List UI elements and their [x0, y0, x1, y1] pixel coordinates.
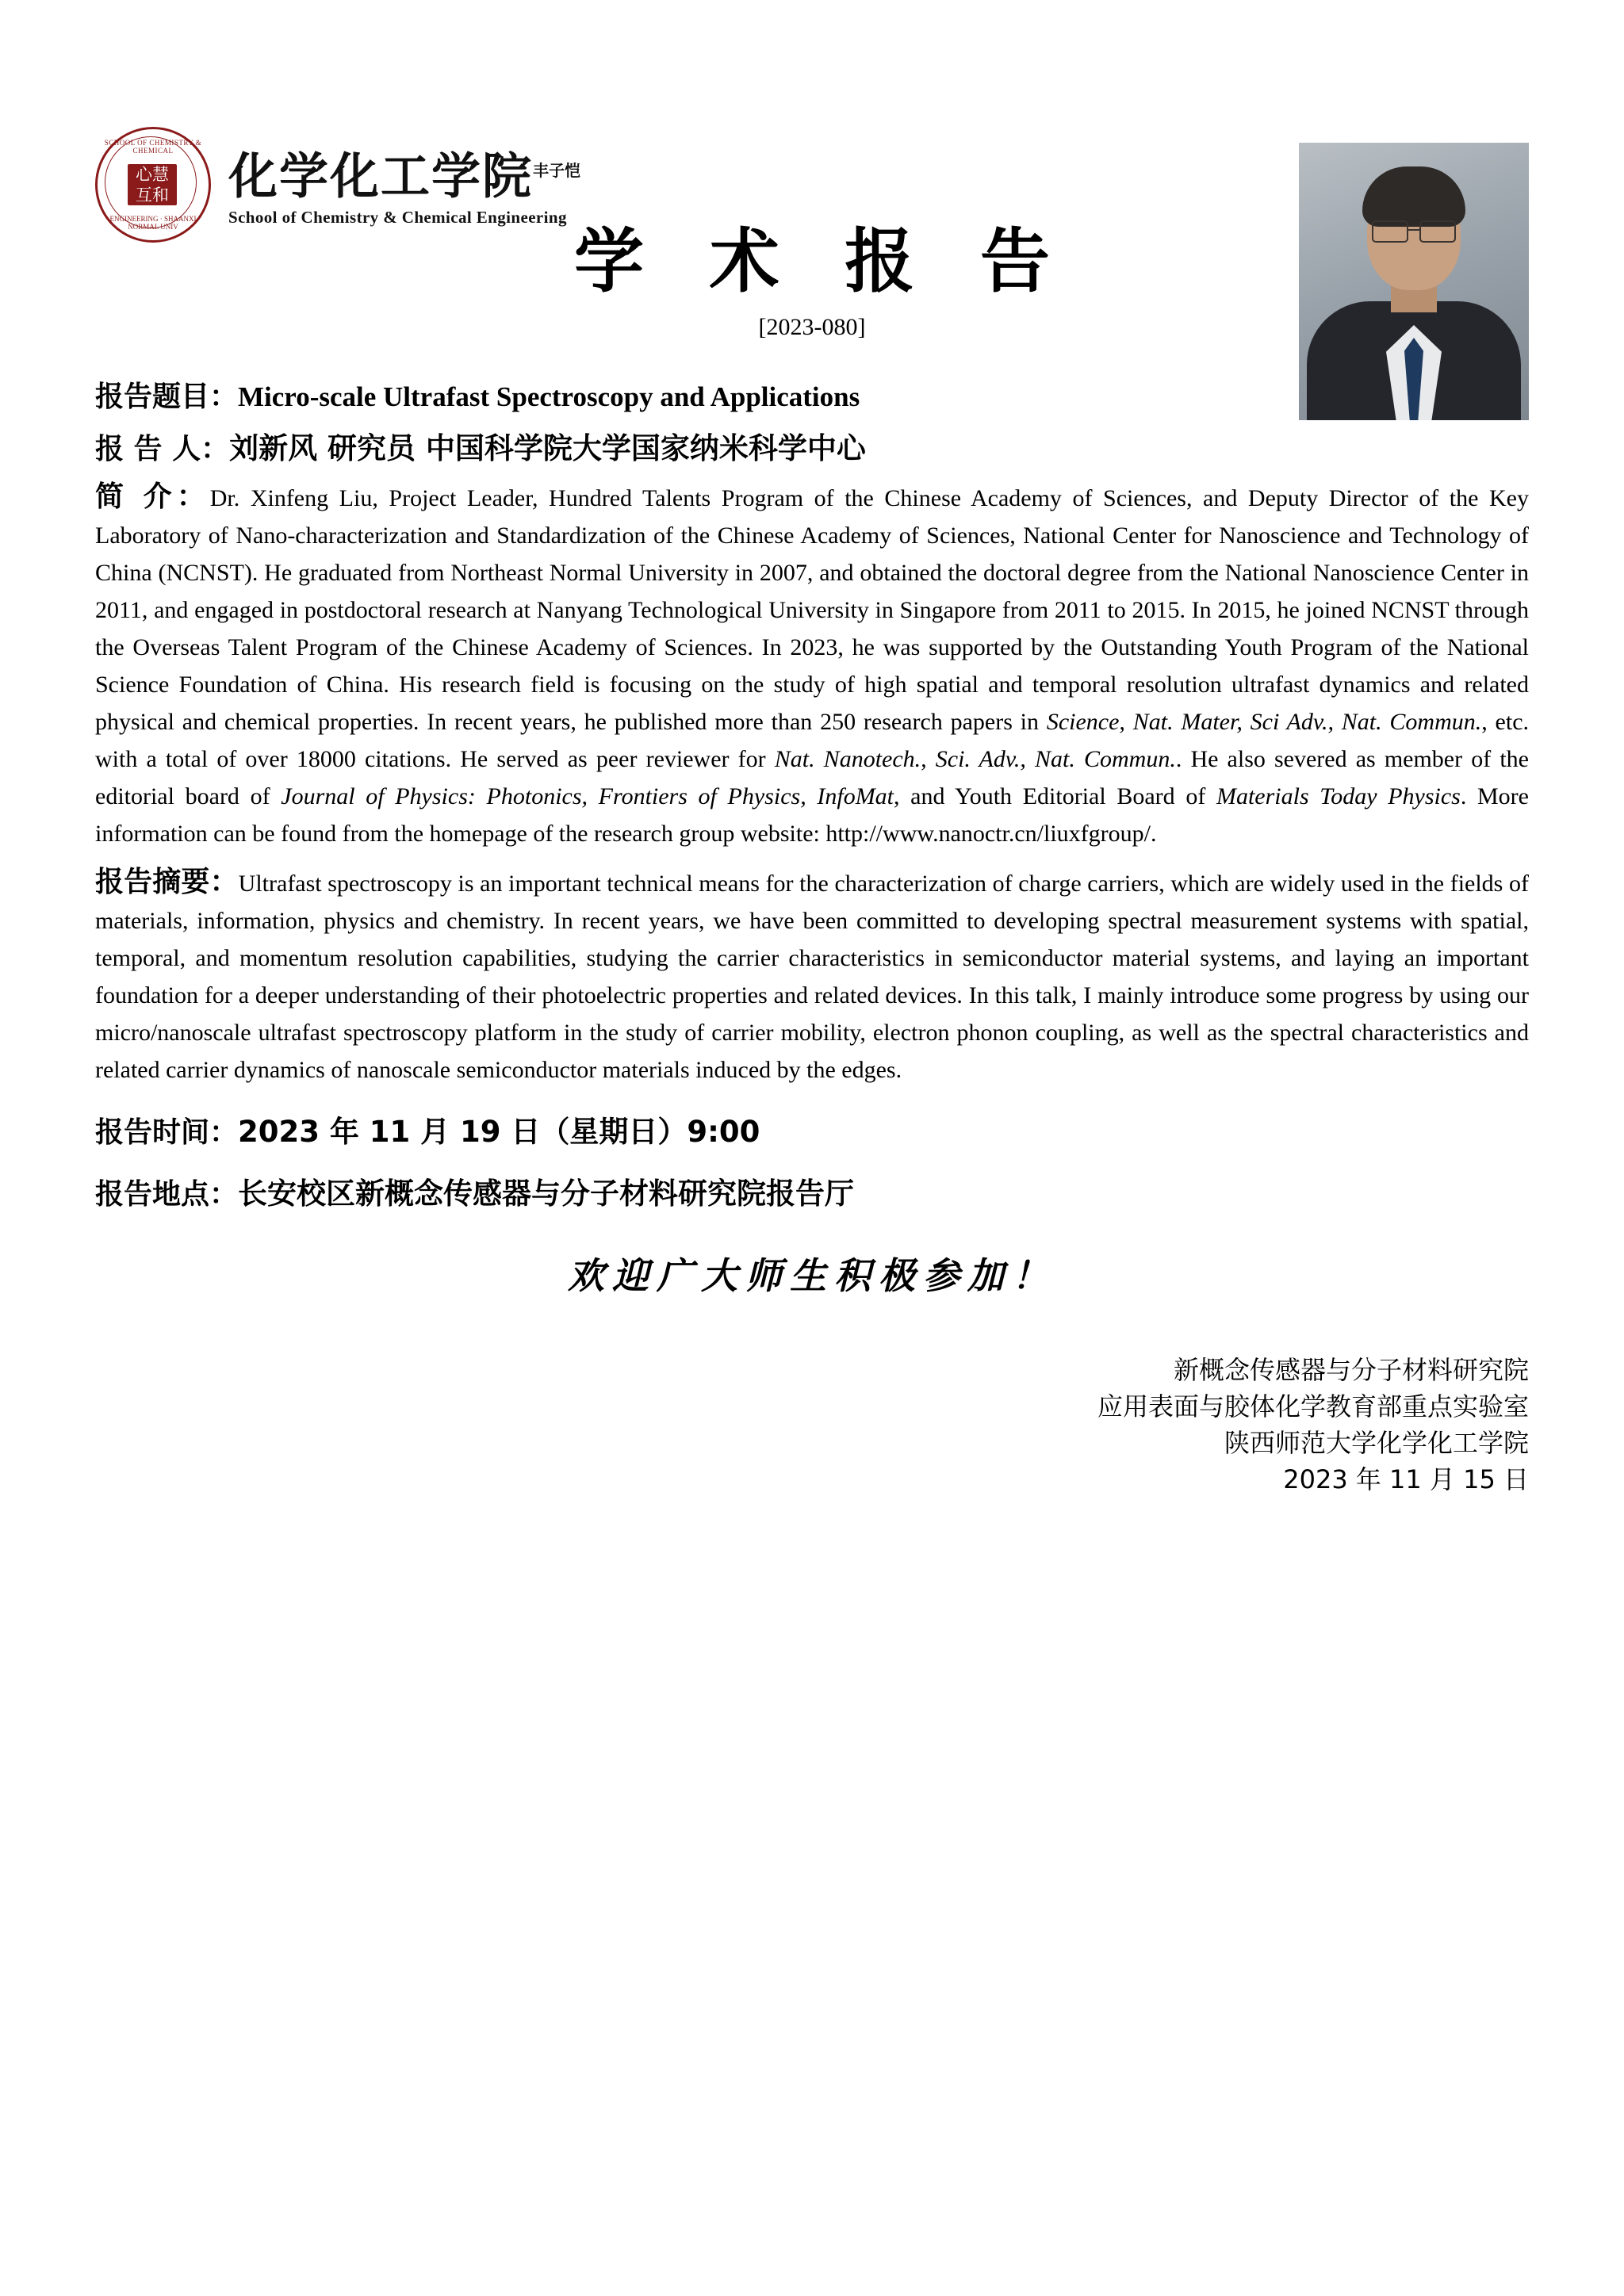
bio-text-4: , and Youth Editorial Board of [894, 783, 1216, 809]
speaker-row [95, 424, 1529, 467]
bio-text-2: , etc. with a total of over 18000 citations. He served as peer reviewer for [95, 709, 1530, 772]
place-label: 报告地点： [95, 1178, 239, 1211]
speaker-value: 刘新风 研究员 中国科学院大学国家纳米科学中心 [229, 431, 866, 465]
seal-arc-bottom-text: ENGINEERING · SHAANXI NORMAL UNIV [109, 215, 197, 231]
seal-arc-top-text: SCHOOL OF CHEMISTRY & CHEMICAL [104, 139, 202, 155]
school-name-cn: 化学化工学院$^{丰子恺}$ [228, 147, 581, 205]
footer-line-3: 陕西师范大学化学化工学院 [1224, 1428, 1529, 1458]
place-row [95, 1169, 1529, 1212]
time-label: 报告时间： [95, 1116, 239, 1149]
abstract-label: 报告摘要： [95, 866, 239, 898]
abstract-paragraph [95, 863, 1529, 1089]
poster-header [95, 111, 1529, 365]
speaker-label: 报 告 人： [95, 433, 230, 465]
footer-date: 2023 年 11 月 15 日 [1283, 1464, 1529, 1494]
bio-italic-2: Nat. Nanotech., Sci. Adv., Nat. Commun. [774, 746, 1176, 772]
school-name-en: School of Chemistry & Chemical Engineering [228, 208, 567, 228]
bio-text-1: Dr. Xinfeng Liu, Project Leader, Hundred Talents Program of the Chinese Academy of Sciences, and Deputy Director of the Key Laboratory of Nano-characterization and Standardization of the Chinese Academy of Sciences, National Center for Nanoscience and Technology of China (NCNST). He graduated from Northeast Normal University in 2007, and obtained the doctoral degree from the National Nanoscience Center in 2011, and engaged in postdoctoral research at Nanyang Technological University in Singapore from 2011 to 2015. In 2015, he joined NCNST through the Overseas Talent Program of the Chinese Academy of Sciences. In 2023, he was supported by the Outstanding Youth Program of the National Science Foundation of China. His research field is focusing on the study of high spatial and temporal resolution ultrafast dynamics and related physical and chemical properties. In recent years, he published more than 250 research papers in [95, 485, 1529, 735]
page-title: 学 术 报 告 [574, 220, 1071, 302]
time-value: 2023 年 11 月 19 日（星期日）9:00 [238, 1115, 760, 1149]
footer-line-2: 应用表面与胶体化学教育部重点实验室 [1097, 1391, 1529, 1422]
bio-text-3: . He also severed as member of the editorial board of [95, 746, 1529, 809]
seal-core-text: 心慧 互和 [128, 164, 177, 205]
bio-label: 简 介： [95, 480, 210, 513]
bio-italic-3: Journal of Physics: Photonics, Frontiers of Physics, InfoMat [281, 783, 894, 809]
place-value: 长安校区新概念传感器与分子材料研究院报告厅 [238, 1177, 855, 1211]
welcome-message: 欢迎广大师生积极参加！ [568, 1254, 1056, 1297]
footer-block [95, 1352, 1529, 1498]
bio-italic-1: Science, Nat. Mater, Sci Adv., Nat. Commun. [1046, 709, 1482, 735]
bio-italic-4: Materials Today Physics [1216, 783, 1461, 809]
topic-value: Micro-scale Ultrafast Spectroscopy and Applications [238, 381, 860, 412]
footer-line-1: 新概念传感器与分子材料研究院 [1173, 1355, 1529, 1385]
topic-label: 报告题目： [95, 381, 239, 413]
abstract-text: Ultrafast spectroscopy is an important technical means for the characterization of charge carriers, which are widely used in the fields of materials, information, physics and chemistry. In recent years, we have been committed to developing spectral measurement systems with spatial, temporal, and momentum resolution capabilities, studying the carrier characteristics in semiconductor material systems, and laying an important foundation for a deeper understanding of their photoelectric properties and related devices. In this talk, I mainly introduce some progress by using our micro/nanoscale ultrafast spectroscopy platform in the study of carrier mobility, electron phonon coupling, as well as the spectral characteristics and related carrier dynamics of nanoscale semiconductor materials induced by the edges. [95, 871, 1529, 1083]
bio-paragraph [95, 478, 1529, 852]
document-number: [2023-080] [758, 314, 866, 340]
time-row [95, 1108, 1529, 1150]
bio-text-5: . More information can be found from the homepage of the research group website: http://www.nanoctr.cn/liuxfgroup/. [95, 783, 1529, 847]
poster-content [95, 111, 1529, 1498]
school-name-cn-sup: 丰子恺 [533, 160, 581, 180]
